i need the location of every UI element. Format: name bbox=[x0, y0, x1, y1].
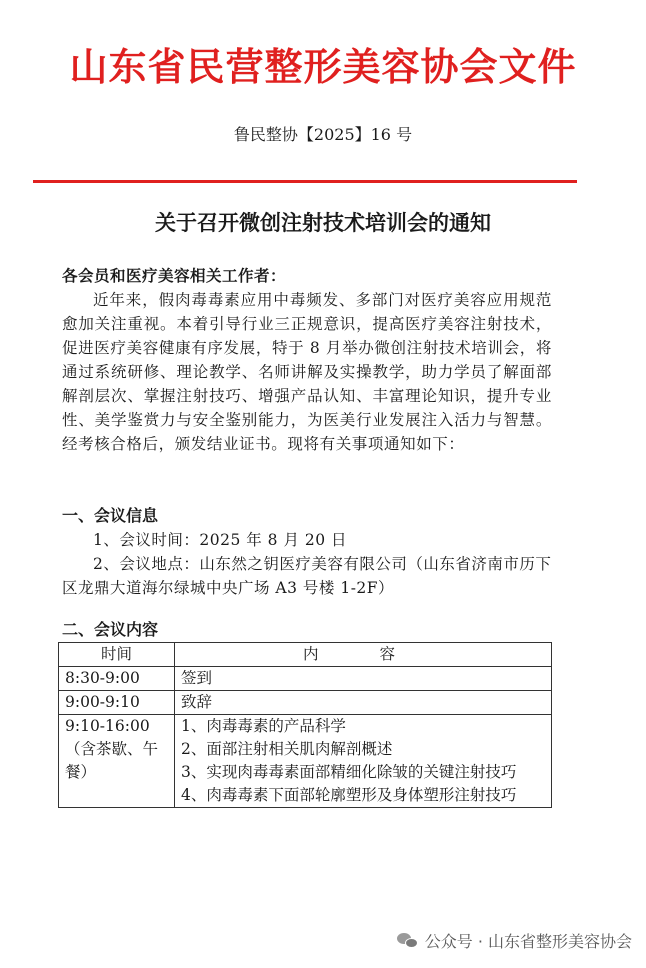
table-row bbox=[59, 667, 552, 691]
agenda-time-note: （含茶歇、午餐） bbox=[65, 740, 159, 781]
agenda-item: 签到 bbox=[181, 669, 213, 687]
wechat-watermark bbox=[397, 929, 632, 952]
agenda-header-content bbox=[175, 643, 552, 667]
document-number: 鲁民整协【2025】16 号 bbox=[233, 125, 413, 144]
meeting-time: 1、会议时间：2025 年 8 月 20 日 bbox=[93, 531, 348, 549]
document-header-title: 山东省民营整形美容协会文件 bbox=[69, 44, 577, 89]
agenda-content-cell bbox=[175, 715, 552, 808]
agenda-time-range: 9:10-16:00 bbox=[65, 717, 150, 735]
section-heading-meeting-content: 二、会议内容 bbox=[62, 620, 159, 639]
agenda-item: 致辞 bbox=[181, 693, 213, 711]
agenda-header-time: 时间 bbox=[59, 643, 175, 667]
agenda-item: 4、肉毒毒素下面部轮廓塑形及身体塑形注射技巧 bbox=[181, 786, 517, 804]
watermark-text: 公众号 · 山东省整形美容协会 bbox=[424, 932, 632, 951]
agenda-item: 3、实现肉毒毒素面部精细化除皱的关键注射技巧 bbox=[181, 763, 517, 781]
section-heading-meeting-info: 一、会议信息 bbox=[62, 506, 159, 525]
intro-paragraph: 近年来，假肉毒毒素应用中毒频发、多部门对医疗美容应用规范愈加关注重视。本着引导行业三正规意识，提高医疗美容注射技术，促进医疗美容健康有序发展，特于 8 月举办微创注射技术培训会，将通过系统研修、理论教学、名师讲解及实操教学，助力学员了解面部解剖层次、掌握注射技巧、增强产品认知、丰富理论知识，提升专业性、美学鉴赏力与安全鉴别能力，为医美行业发展注入活力与智慧。经考核合格后，颁发结业证书。现将有关事项通知如下： bbox=[62, 291, 552, 453]
agenda-header-content-label: 内 容 bbox=[303, 645, 423, 663]
agenda-item: 2、面部注射相关肌肉解剖概述 bbox=[181, 740, 393, 758]
notice-body bbox=[62, 264, 552, 456]
agenda-content-cell bbox=[175, 667, 552, 691]
notice-title: 关于召开微创注射技术培训会的通知 bbox=[155, 211, 491, 235]
agenda-time-cell: 8:30-9:00 bbox=[59, 667, 175, 691]
table-row bbox=[59, 691, 552, 715]
agenda-item: 1、肉毒毒素的产品科学 bbox=[181, 717, 346, 735]
agenda-table bbox=[58, 642, 552, 808]
table-row bbox=[59, 715, 552, 808]
agenda-header-row bbox=[59, 643, 552, 667]
agenda-time-cell: 9:00-9:10 bbox=[59, 691, 175, 715]
salutation: 各会员和医疗美容相关工作者： bbox=[62, 267, 287, 285]
meeting-location: 2、会议地点：山东然之钥医疗美容有限公司（山东省济南市历下区龙鼎大道海尔绿城中央广场 A3 号楼 1-2F） bbox=[62, 555, 552, 597]
agenda-content-cell bbox=[175, 691, 552, 715]
wechat-icon bbox=[397, 932, 419, 950]
red-divider-line bbox=[33, 180, 577, 183]
agenda-time-cell bbox=[59, 715, 175, 808]
